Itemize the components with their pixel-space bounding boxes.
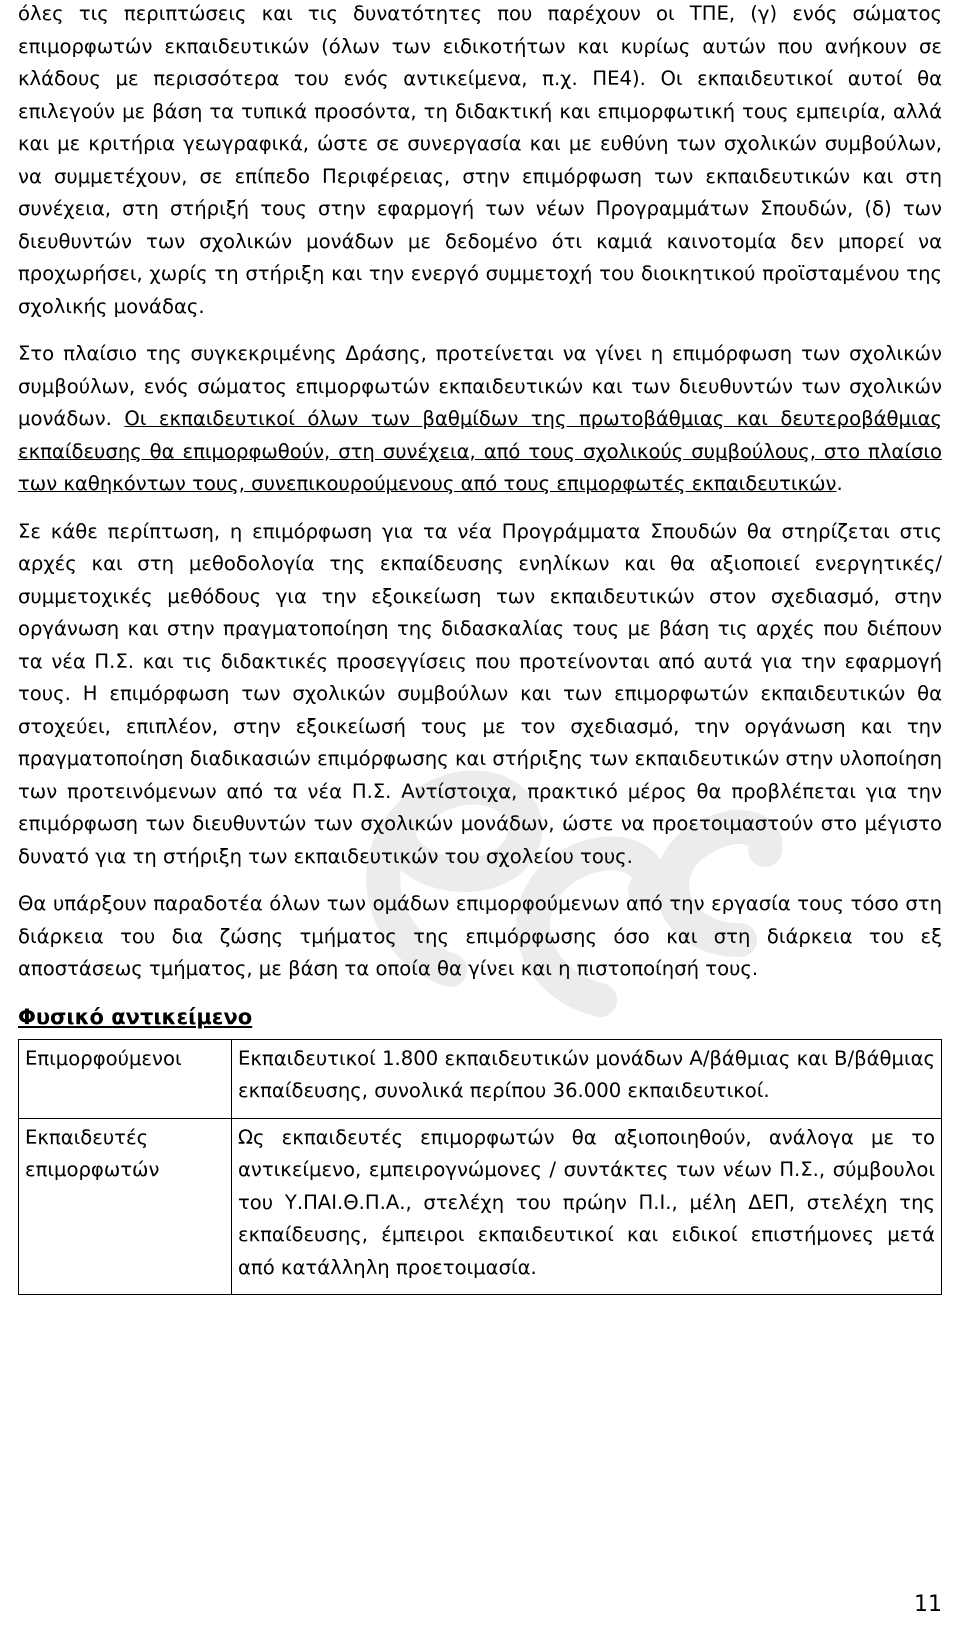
table-row-label: Επιμορφούμενοι <box>19 1039 232 1118</box>
document-body <box>18 0 942 1295</box>
paragraph-2-text: Στο πλαίσιο της συγκεκριμένης Δράσης, προτείνεται να γίνει η επιμόρφωση των σχολικών συμβούλων, ενός σώματος επιμορφωτών εκπαιδευτικών και των διευθυντών των σχολικών μονάδων. <box>18 342 942 430</box>
table-row-description: Εκπαιδευτικοί 1.800 εκπαιδευτικών μονάδων Α/βάθμιας και Β/βάθμιας εκπαίδευσης, συνολικά περίπου 36.000 εκπαιδευτικοί. <box>232 1039 942 1118</box>
table-row-description: Ως εκπαιδευτές επιμορφωτών θα αξιοποιηθούν, ανάλογα με το αντικείμενο, εμπειρογνώμονες / συντάκτες των νέων Π.Σ., σύμβουλοι του Υ.ΠΑΙ.Θ.Π.Α., στελέχη του πρώην Π.Ι., μέλη ΔΕΠ, στελέχη της εκπαίδευσης, έμπειροι εκπαιδευτικοί και ειδικοί επιστήμονες μετά από κατάλληλη προετοιμασία. <box>232 1118 942 1295</box>
paragraph-4: Θα υπάρξουν παραδοτέα όλων των ομάδων επιμορφούμενων από την εργασία τους τόσο στη διάρκεια του δια ζώσης τμήματος της επιμόρφωσης όσο και στη διάρκεια του εξ αποστάσεως τμήματος, με βάση τα οποία θα γίνει και η πιστοποίησή τους. <box>18 892 942 980</box>
paragraph-1: όλες τις περιπτώσεις και τις δυνατότητες που παρέχουν οι ΤΠΕ, (γ) ενός σώματος επιμορφωτών εκπαιδευτικών (όλων των ειδικοτήτων και κυρίως αυτών που ανήκουν σε κλάδους με περισσότερα του ενός αντικείμενα, π.χ. ΠΕ4). Οι εκπαιδευτικοί αυτοί θα επιλεγούν με βάση τα τυπικά προσόντα, τη διδακτική και επιμορφωτική τους εμπειρία, αλλά και με κριτήρια γεωγραφικά, ώστε σε συνεργασία και με ευθύνη των σχολικών συμβούλων, να συμμετέχουν, σε επίπεδο Περιφέρειας, στην επιμόρφωση των εκπαιδευτικών και στη συνέχεια, στη στήριξή τους στην εφαρμογή των νέων Προγραμμάτων Σπουδών, (δ) των διευθυντών των σχολικών μονάδων με δεδομένο ότι καμιά καινοτομία δεν μπορεί να προχωρήσει, χωρίς τη στήριξη και την ενεργό συμμετοχή του διοικητικού προϊσταμένου της σχολικής μονάδας. <box>18 2 942 318</box>
paragraph-2-end: . <box>836 472 843 495</box>
paragraph-3: Σε κάθε περίπτωση, η επιμόρφωση για τα νέα Προγράμματα Σπουδών θα στηρίζεται στις αρχές και στη μεθοδολογία της εκπαίδευσης ενηλίκων και θα αξιοποιεί ενεργητικές/συμμετοχικές μεθόδους για την εξοικείωση των εκπαιδευτικών στον σχεδιασμό, στην οργάνωση και στην πραγματοποίηση της διδασκαλίας τους με βάση τις αρχές που διέπουν τα νέα Π.Σ. και τις διδακτικές προσεγγίσεις που προτείνονται από αυτά για την εφαρμογή τους. Η επιμόρφωση των σχολικών συμβούλων και των επιμορφωτών εκπαιδευτικών θα στοχεύει, επιπλέον, στην εξοικείωσή τους με τον σχεδιασμό, την οργάνωση και την πραγματοποίηση διαδικασιών επιμόρφωσης και στήριξης των εκπαιδευτικών στην υλοποίηση των προτεινόμενων από τα νέα Π.Σ. Αντίστοιχα, πρακτικό μέρος θα προβλέπεται για την επιμόρφωση των διευθυντών των σχολικών μονάδων, ώστε να προετοιμαστούν στο μέγιστο δυνατό για τη στήριξη των εκπαιδευτικών του σχολείου τους. <box>18 519 942 868</box>
table-row <box>19 1118 942 1295</box>
physical-object-table <box>18 1039 942 1296</box>
paragraph-2-underlined-text: Οι εκπαιδευτικοί όλων των βαθμίδων της πρωτοβάθμιας και δευτεροβάθμιας εκπαίδευσης θα επιμορφωθούν, στη συνέχεια, από τους σχολικούς συμβούλους, στο πλαίσιο των καθηκόντων τους, συνεπικουρούμενους από τους επιμορφωτές εκπαιδευτικών <box>18 407 942 495</box>
page-number: 11 <box>914 1592 942 1617</box>
table-row <box>19 1039 942 1118</box>
table-row-label: Εκπαιδευτές επιμορφωτών <box>19 1118 232 1295</box>
paragraph-2 <box>18 338 942 501</box>
section-heading: Φυσικό αντικείμενο <box>18 1004 253 1029</box>
